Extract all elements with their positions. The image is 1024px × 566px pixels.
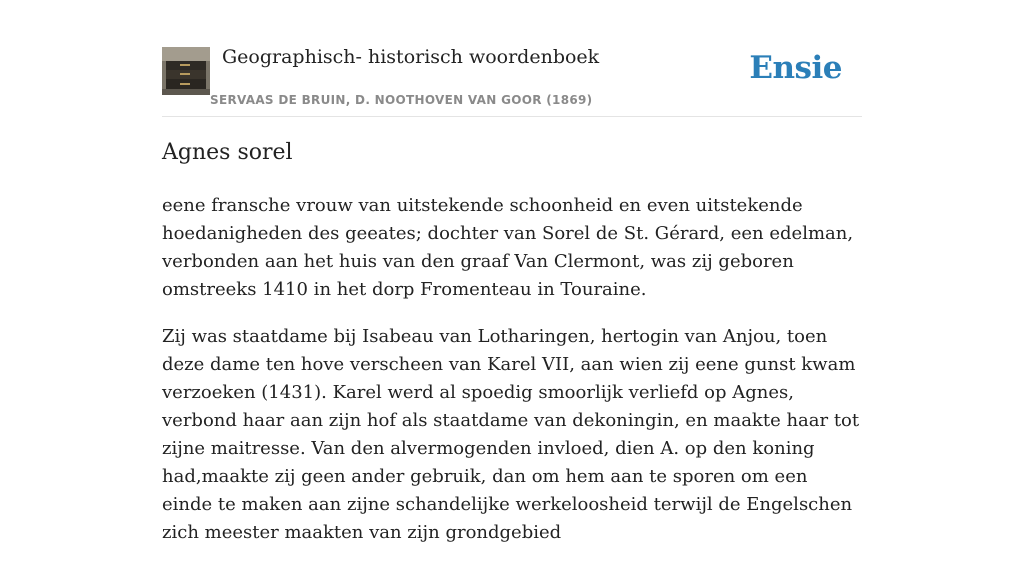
entry-paragraph: Zij was staatdame bij Isabeau van Lotharingen, hertogin van Anjou, toen deze dame ten hove verscheen van Karel VII, aan wien zij eene gunst kwam verzoeken (1431). Karel werd al spoedig smoorlijk verliefd op Agnes, verbond haar aan zijn hof als staatdame van dekoningin, en maakte haar tot zijne maitresse. Van den alvermogenden invloed, dien A. op den koning had,maakte zij geen ander gebruik, dan om hem aan te sporen om een einde te maken aan zijne schandelijke werkeloosheid terwijl de Engelschen zich meester maakten van zijn grondgebied bbox=[162, 326, 860, 543]
book-title-link[interactable]: Geographisch- historisch woordenboek bbox=[222, 46, 600, 68]
ensie-logo-link[interactable]: Ensie bbox=[749, 50, 842, 86]
book-header bbox=[162, 36, 862, 117]
book-cover-icon bbox=[162, 47, 210, 95]
book-author: SERVAAS DE BRUIN, D. NOOTHOVEN VAN GOOR (1869) bbox=[210, 93, 593, 107]
entry-title: Agnes sorel bbox=[162, 140, 293, 165]
entry-content bbox=[162, 192, 862, 566]
entry-paragraph: eene fransche vrouw van uitstekende schoonheid en even uitstekende hoedanigheden des geeates; dochter van Sorel de St. Gérard, een edelman, verbonden aan het huis van den graaf Van Clermont, was zij geboren omstreeks 1410 in het dorp Fromenteau in Touraine. bbox=[162, 195, 854, 300]
book-cover-avatar[interactable] bbox=[162, 47, 210, 95]
